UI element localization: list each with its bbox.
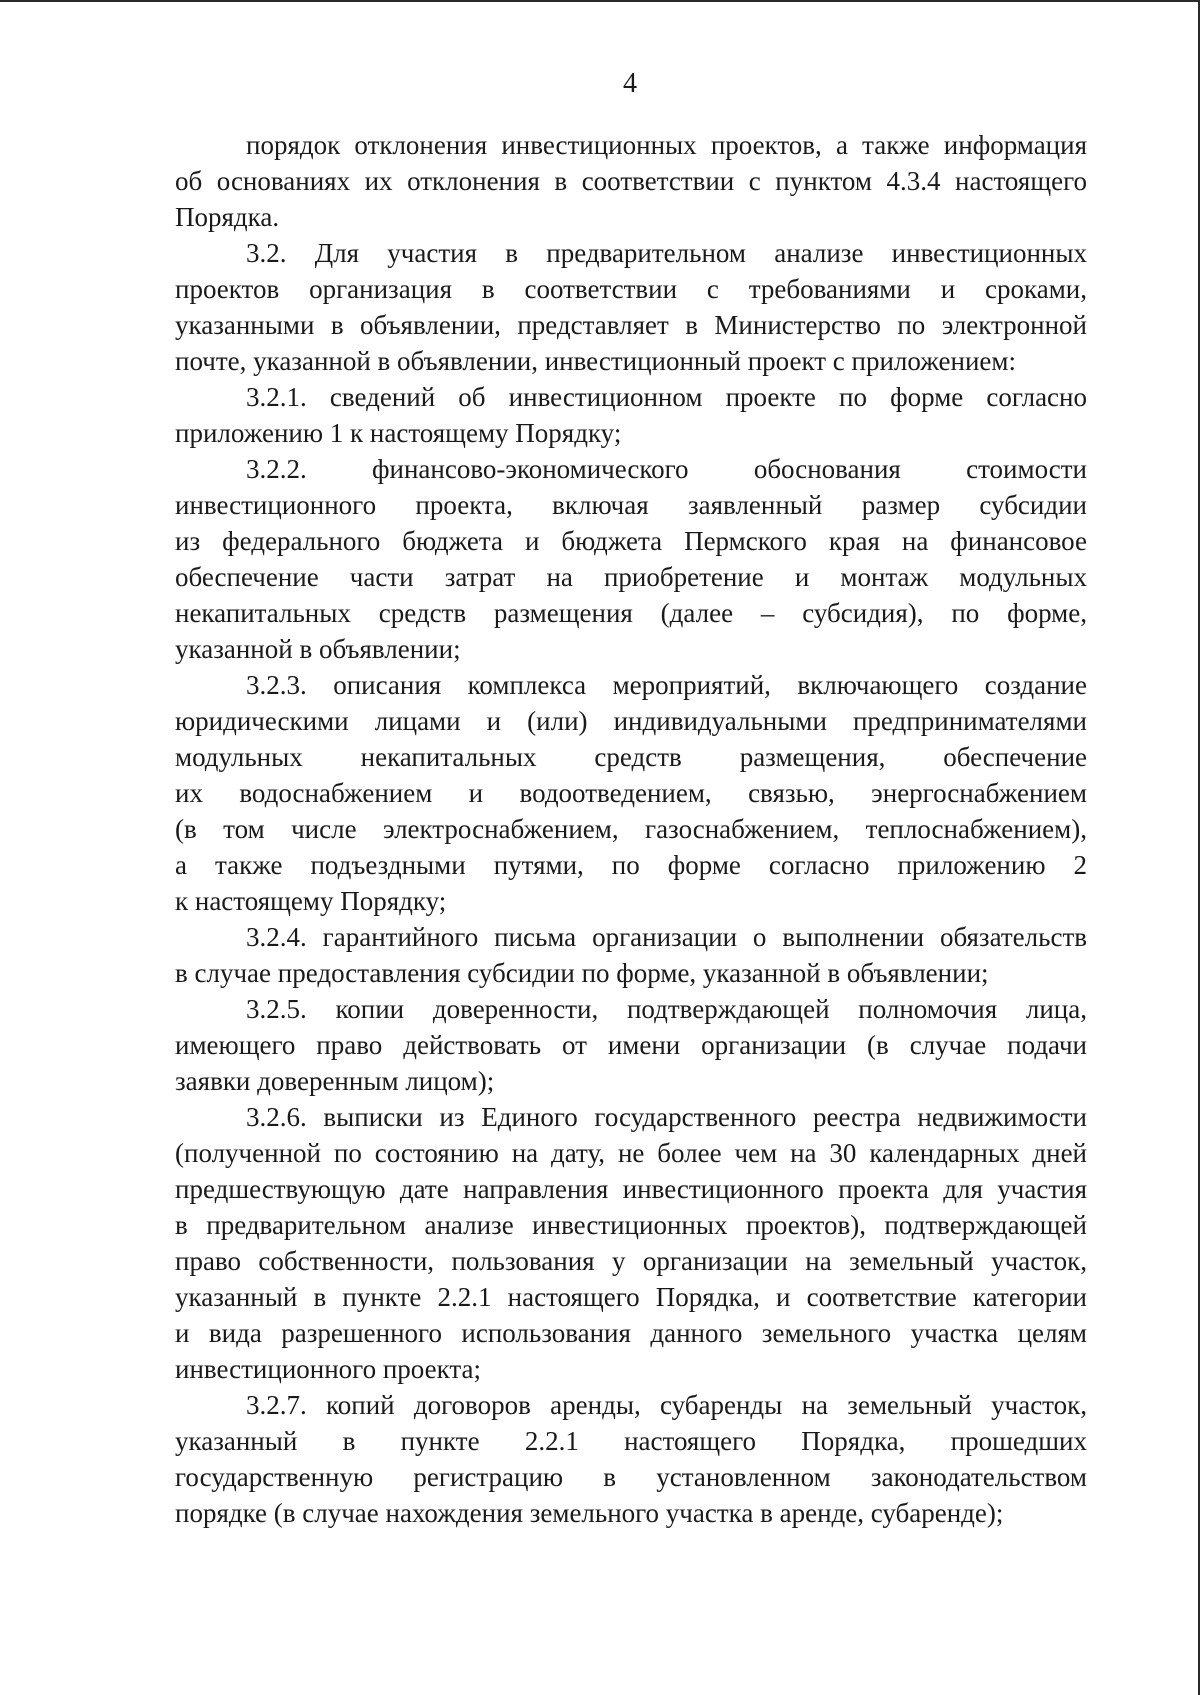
text-line: обеспечение части затрат на приобретение и монтаж модульных — [175, 562, 1087, 592]
text-line: право собственности, пользования у организации на земельный участок, — [175, 1246, 1087, 1276]
text-line: (полученной по состоянию на дату, не более чем на 30 календарных дней — [175, 1138, 1087, 1168]
text-line: а также подъездными путями, по форме согласно приложению 2 — [175, 850, 1087, 880]
document-body — [175, 127, 1087, 1531]
text-line: инвестиционного проекта; — [175, 1354, 481, 1384]
text-line: имеющего право действовать от имени организации (в случае подачи — [175, 1030, 1087, 1060]
page-number: 4 — [623, 68, 637, 99]
text-line: и вида разрешенного использования данного земельного участка целям — [175, 1318, 1087, 1348]
text-line: 3.2. Для участия в предварительном анализе инвестиционных — [246, 238, 1087, 268]
text-line: порядок отклонения инвестиционных проектов, а также информация — [246, 130, 1087, 160]
text-line: некапитальных средств размещения (далее – субсидия), по форме, — [175, 598, 1087, 628]
paragraph — [175, 235, 1087, 379]
text-line: 3.2.4. гарантийного письма организации о выполнении обязательств — [246, 922, 1087, 952]
paragraph — [175, 127, 1087, 235]
text-line: их водоснабжением и водоотведением, связью, энергоснабжением — [175, 778, 1087, 808]
text-line: предшествующую дате направления инвестиционного проекта для участия — [175, 1174, 1087, 1204]
text-line: государственную регистрацию в установленном законодательством — [175, 1462, 1087, 1492]
text-line: 3.2.5. копии доверенности, подтверждающей полномочия лица, — [246, 994, 1087, 1024]
paragraph — [175, 451, 1087, 667]
text-line: почте, указанной в объявлении, инвестиционный проект с приложением: — [175, 346, 1016, 376]
text-line: инвестиционного проекта, включая заявленный размер субсидии — [175, 490, 1087, 520]
paragraph — [175, 991, 1087, 1099]
text-line: юридическими лицами и (или) индивидуальными предпринимателями — [175, 706, 1087, 736]
text-line: порядке (в случае нахождения земельного участка в аренде, субаренде); — [175, 1498, 1004, 1528]
text-line: из федерального бюджета и бюджета Пермского края на финансовое — [175, 526, 1087, 556]
text-line: об основаниях их отклонения в соответствии с пунктом 4.3.4 настоящего — [175, 166, 1087, 196]
text-line: указанный в пункте 2.2.1 настоящего Порядка, и соответствие категории — [175, 1282, 1087, 1312]
text-line: заявки доверенным лицом); — [175, 1066, 495, 1096]
paragraph — [175, 1099, 1087, 1387]
text-line: 3.2.7. копий договоров аренды, субаренды на земельный участок, — [246, 1390, 1087, 1420]
paragraph — [175, 667, 1087, 919]
text-line: 3.2.6. выписки из Единого государственного реестра недвижимости — [246, 1102, 1087, 1132]
text-line: в случае предоставления субсидии по форме, указанной в объявлении; — [175, 958, 989, 988]
text-line: 3.2.1. сведений об инвестиционном проекте по форме согласно — [246, 382, 1087, 412]
text-line: к настоящему Порядку; — [175, 886, 447, 916]
paragraph — [175, 1387, 1087, 1531]
paragraph — [175, 919, 1087, 991]
text-line: указанными в объявлении, представляет в Министерство по электронной — [175, 310, 1087, 340]
text-line: указанной в объявлении; — [175, 634, 461, 664]
text-line: приложению 1 к настоящему Порядку; — [175, 418, 622, 448]
text-line: (в том числе электроснабжением, газоснабжением, теплоснабжением), — [175, 814, 1087, 844]
text-line: указанный в пункте 2.2.1 настоящего Порядка, прошедших — [175, 1426, 1087, 1456]
text-line: Порядка. — [175, 202, 280, 232]
text-line: проектов организация в соответствии с требованиями и сроками, — [175, 274, 1087, 304]
text-line: 3.2.3. описания комплекса мероприятий, включающего создание — [246, 670, 1087, 700]
text-line: 3.2.2. финансово-экономического обоснования стоимости — [246, 454, 1087, 484]
paragraph — [175, 379, 1087, 451]
text-line: в предварительном анализе инвестиционных проектов), подтверждающей — [175, 1210, 1087, 1240]
text-line: модульных некапитальных средств размещения, обеспечение — [175, 742, 1087, 772]
